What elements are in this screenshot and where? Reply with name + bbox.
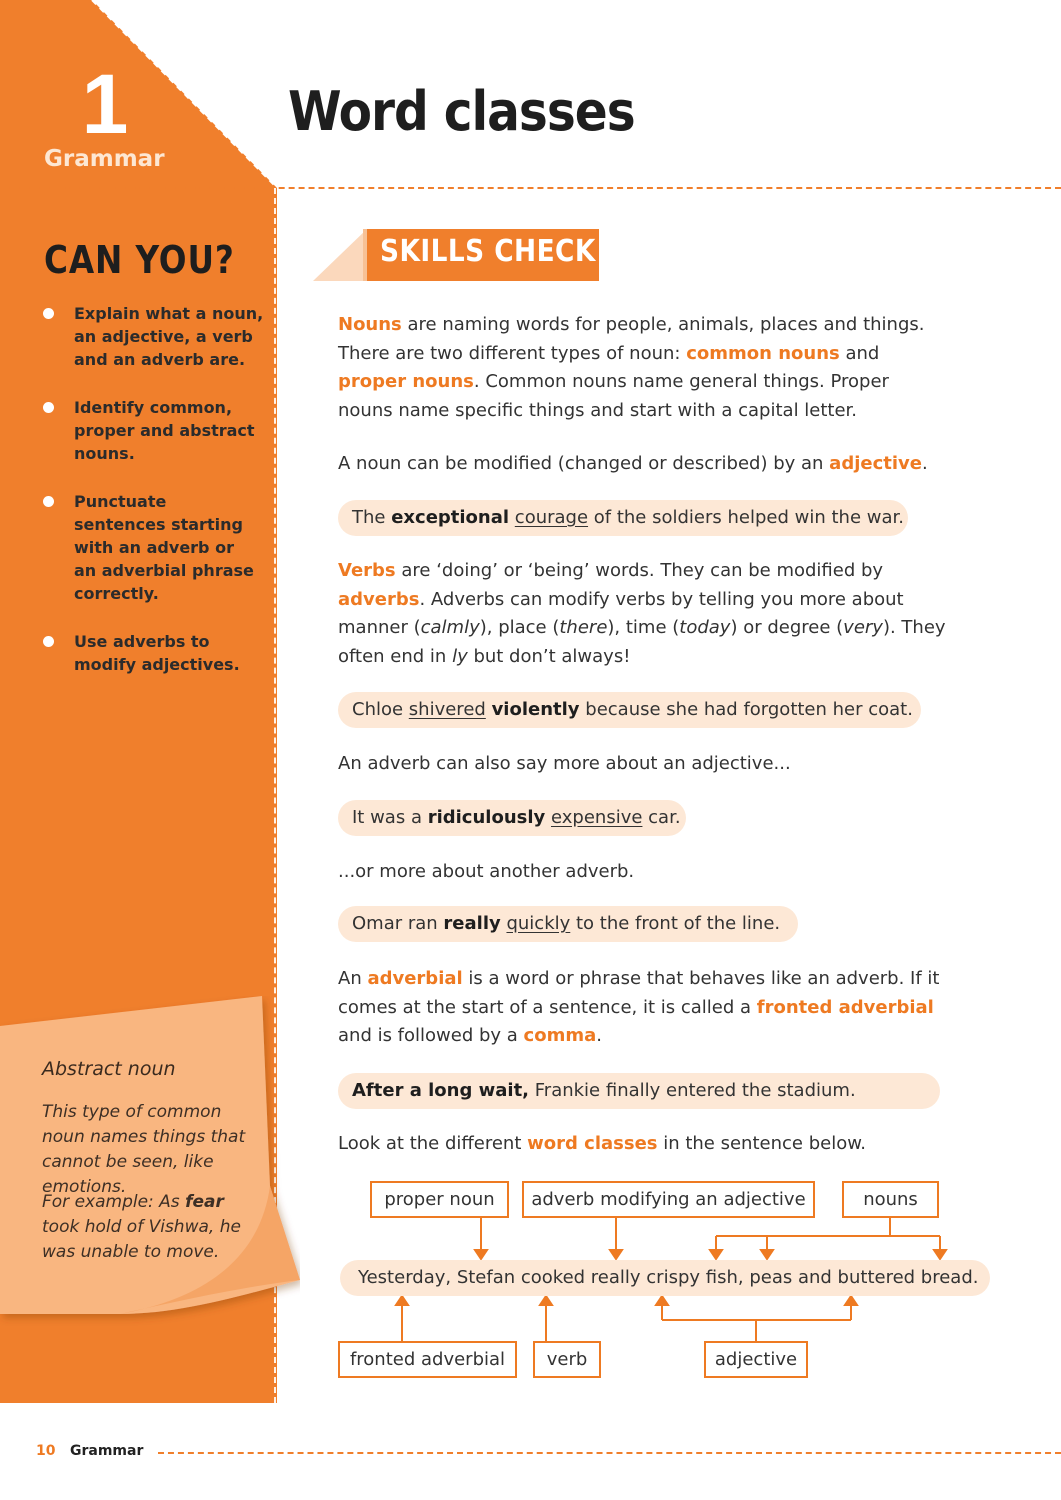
example-sentence: Chloe shivered violently because she had forgotten her coat. <box>338 692 921 728</box>
can-you-item: Explain what a noun, an adjective, a verb and an adverb are. <box>40 302 270 371</box>
paragraph-adverb-adverb: ...or more about another adverb. <box>338 861 635 882</box>
bullet-icon <box>43 636 54 647</box>
page-number: 10 <box>36 1443 56 1459</box>
label-adverb-modifying-adjective: adverb modifying an adjective <box>522 1181 815 1218</box>
example-sentence: The exceptional courage of the soldiers helped win the war. <box>338 500 908 536</box>
note-title: Abstract noun <box>42 1058 176 1080</box>
bullet-icon <box>43 496 54 507</box>
paragraph-word-classes: Look at the different word classes in the sentence below. <box>338 1133 866 1154</box>
skills-check-label: SKILLS CHECK <box>380 234 596 269</box>
note-example: For example: As fear took hold of Vishwa, he was unable to move. <box>42 1192 241 1262</box>
can-you-list <box>40 302 270 676</box>
label-nouns: nouns <box>842 1181 939 1218</box>
page-title: Word classes <box>288 80 635 143</box>
chapter-number: 1 <box>81 57 129 151</box>
paragraph-adverbial: An adverbial is a word or phrase that behaves like an adverb. If it comes at the start of a sentence, it is called a fronted adverbial and is followed by a comma. <box>338 968 940 1046</box>
can-you-title: CAN YOU? <box>44 238 235 282</box>
label-adjective: adjective <box>704 1341 808 1378</box>
bullet-icon <box>43 308 54 319</box>
footer-divider <box>158 1452 1061 1454</box>
example-sentence: Omar ran really quickly to the front of the line. <box>338 906 798 942</box>
can-you-item: Punctuate sentences starting with an adverb or an adverbial phrase correctly. <box>40 490 254 605</box>
paragraph-verbs: Verbs are ‘doing’ or ‘being’ words. They can be modified by adverbs. Adverbs can modify verbs by telling you more about manner (calmly), place (there), time (today) or degree (very). They often end in ly but don’t always! <box>338 560 946 667</box>
label-proper-noun: proper noun <box>370 1181 509 1218</box>
label-fronted-adverbial: fronted adverbial <box>338 1341 517 1378</box>
can-you-item: Identify common, proper and abstract nouns. <box>40 396 270 465</box>
example-sentence: After a long wait, Frankie finally entered the stadium. <box>338 1073 940 1109</box>
label-verb: verb <box>533 1341 601 1378</box>
paragraph-adjective: A noun can be modified (changed or described) by an adjective. <box>338 453 928 474</box>
paragraph-adverb-adjective: An adverb can also say more about an adjective... <box>338 753 791 774</box>
chapter-label: Grammar <box>44 146 165 172</box>
diagram-sentence: Yesterday, Stefan cooked really crispy fish, peas and buttered bread. <box>340 1260 990 1296</box>
header-divider <box>0 187 1061 189</box>
example-sentence: It was a ridiculously expensive car. <box>338 800 686 836</box>
note-definition: This type of common noun names things that cannot be seen, like emotions. <box>42 1102 246 1197</box>
can-you-item: Use adverbs to modify adjectives. <box>40 630 249 676</box>
footer-section: Grammar <box>70 1443 144 1459</box>
bullet-icon <box>43 402 54 413</box>
paragraph-nouns: Nouns are naming words for people, animals, places and things. There are two different types of noun: common nouns and proper nouns. Common nouns name general things. Proper nouns name specific things and start with a capital letter. <box>338 314 925 421</box>
